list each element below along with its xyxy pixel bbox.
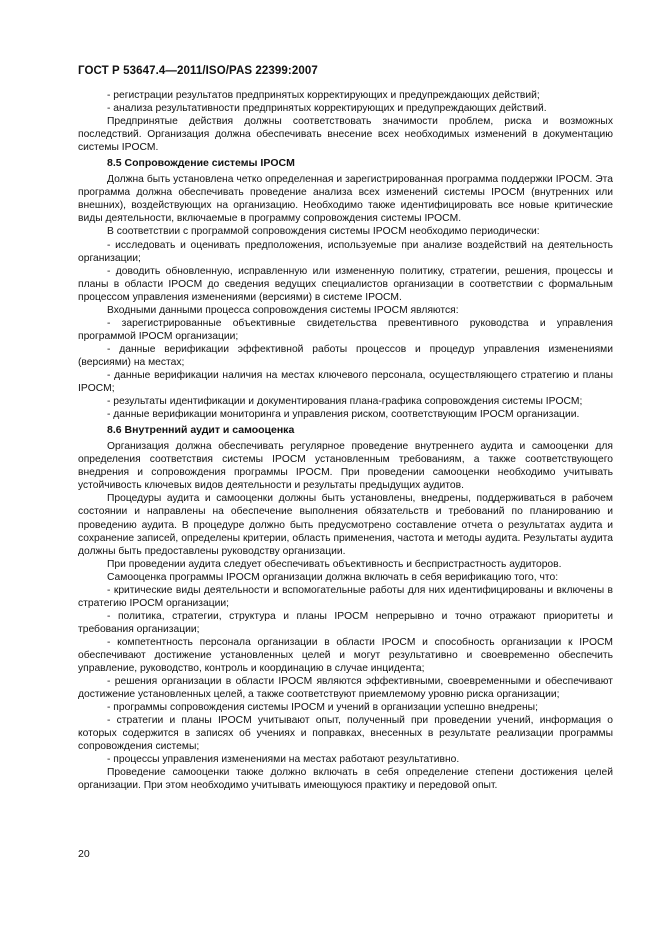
paragraph: При проведении аудита следует обеспечивать объективность и беспристрастность аудиторов. — [107, 558, 562, 570]
paragraph: - данные верификации эффективной работы процессов и процедур управления изменениями (версиями) на местах; — [78, 343, 613, 368]
paragraph: - исследовать и оценивать предположения, используемые при анализе воздействий на деятельность организации; — [78, 239, 613, 264]
section-heading-8-5: 8.5 Сопровождение системы IPOCM — [107, 157, 295, 170]
paragraph: - решения организации в области IPOCM являются эффективными, своевременными и обеспечивают достижение установленных целей, а также соответствуют приемлемому уровню риска организации; — [78, 676, 613, 701]
paragraph: - зарегистрированные объективные свидетельства превентивного руководства и управления программой IPOCM организации; — [78, 317, 613, 342]
paragraph: - доводить обновленную, исправленную или измененную политику, стратегии, решения, процессы и планы в области IPOCM до сведения ведущих специалистов организации в соответствии с формальным процессом управления изменениями (версиями) в системе IPOCM. — [78, 265, 613, 303]
paragraph: - критические виды деятельности и вспомогательные работы для них идентифицированы и включены в стратегию IPOCM организации; — [78, 584, 613, 609]
paragraph: - компетентность персонала организации в области IPOCM и способность организации к IPOCM обеспечивают достижение установленных целей и могут результативно и своевременно обеспечить управление, руководство, контроль и координацию в случае инцидента; — [78, 636, 613, 675]
paragraph: Должна быть установлена четко определенная и зарегистрированная программа поддержки IPOCM. Эта программа должна обеспечивать проведение анализа всех изменений системы IPOCM (внутренних или внешних), воздействующих на организацию. Необходимо также идентифицировать все новые критические виды деятельности, включаемые в программу сопровождения системы IPOCM. — [78, 174, 613, 225]
document-body — [78, 89, 613, 792]
document-header: ГОСТ Р 53647.4—2011/ISO/PAS 22399:2007 — [78, 65, 318, 77]
section-heading-8-6: 8.6 Внутренний аудит и самооценка — [107, 424, 295, 437]
section-8-6-body — [78, 440, 613, 792]
paragraph: В соответствии с программой сопровождения системы IPOCM необходимо периодически: — [107, 226, 540, 238]
paragraph: Организация должна обеспечивать регулярное проведение внутреннего аудита и самооценки для определения соответствия системы IPOCM установленным требованиям, а также соответствующего внедрения и сопровождения программы IPOCM. При проведении самооценки необходимо учитывать устойчивость ключевых видов деятельности и результаты предыдущих аудитов. — [78, 441, 613, 492]
page-number: 20 — [78, 848, 90, 860]
paragraph: Проведение самооценки также должно включать в себя определение степени достижения целей организации. При этом необходимо учитывать имеющуюся практику и передовой опыт. — [78, 767, 613, 792]
paragraph: - результаты идентификации и документирования плана-графика сопровождения системы IPOCM; — [107, 396, 583, 408]
intro-block — [78, 89, 613, 154]
paragraph: Предпринятые действия должны соответствовать значимости проблем, риска и возможных последствий. Организация должна обеспечивать внесение всех необходимых изменений в документацию системы IPOCM. — [78, 116, 613, 154]
paragraph: Процедуры аудита и самооценки должны быть установлены, внедрены, поддерживаться в рабочем состоянии и направлены на обеспечение выполнения обязательств и требований по планированию и проведению аудита. В процедуре должно быть предусмотрено составление отчета о результатах аудита и сохранение записей, определены критерии, область применения, частота и методы аудита. Результаты аудита должны быть предоставлены руководству организации. — [78, 493, 613, 557]
section-8-5-body — [78, 173, 613, 421]
paragraph: Самооценка программы IPOCM организации должна включать в себя верификацию того, что: — [107, 571, 559, 583]
paragraph: - программы сопровождения системы IPOCM и учений в организации успешно внедрены; — [107, 702, 538, 714]
paragraph: - анализа результативности предпринятых корректирующих и предупреждающих действий. — [107, 103, 547, 115]
paragraph: Входными данными процесса сопровождения системы IPOCM являются: — [107, 304, 459, 316]
paragraph: - данные верификации наличия на местах ключевого персонала, осуществляющего стратегию и планы IPOCM; — [78, 369, 613, 395]
paragraph: - стратегии и планы IPOCM учитывают опыт, полученный при проведении учений, информация о которых содержится в записях об учениях и поправках, внесенных в результате реализации программы сопровождения системы; — [78, 715, 613, 753]
paragraph: - регистрации результатов предпринятых корректирующих и предупреждающих действий; — [107, 90, 540, 101]
paragraph: - данные верификации мониторинга и управления риском, соответствующим IPOCM организации. — [107, 409, 580, 421]
paragraph: - политика, стратегии, структура и планы IPOCM непрерывно и точно отражают приоритеты и требования организации; — [78, 610, 613, 635]
paragraph: - процессы управления изменениями на местах работают результативно. — [107, 754, 460, 766]
